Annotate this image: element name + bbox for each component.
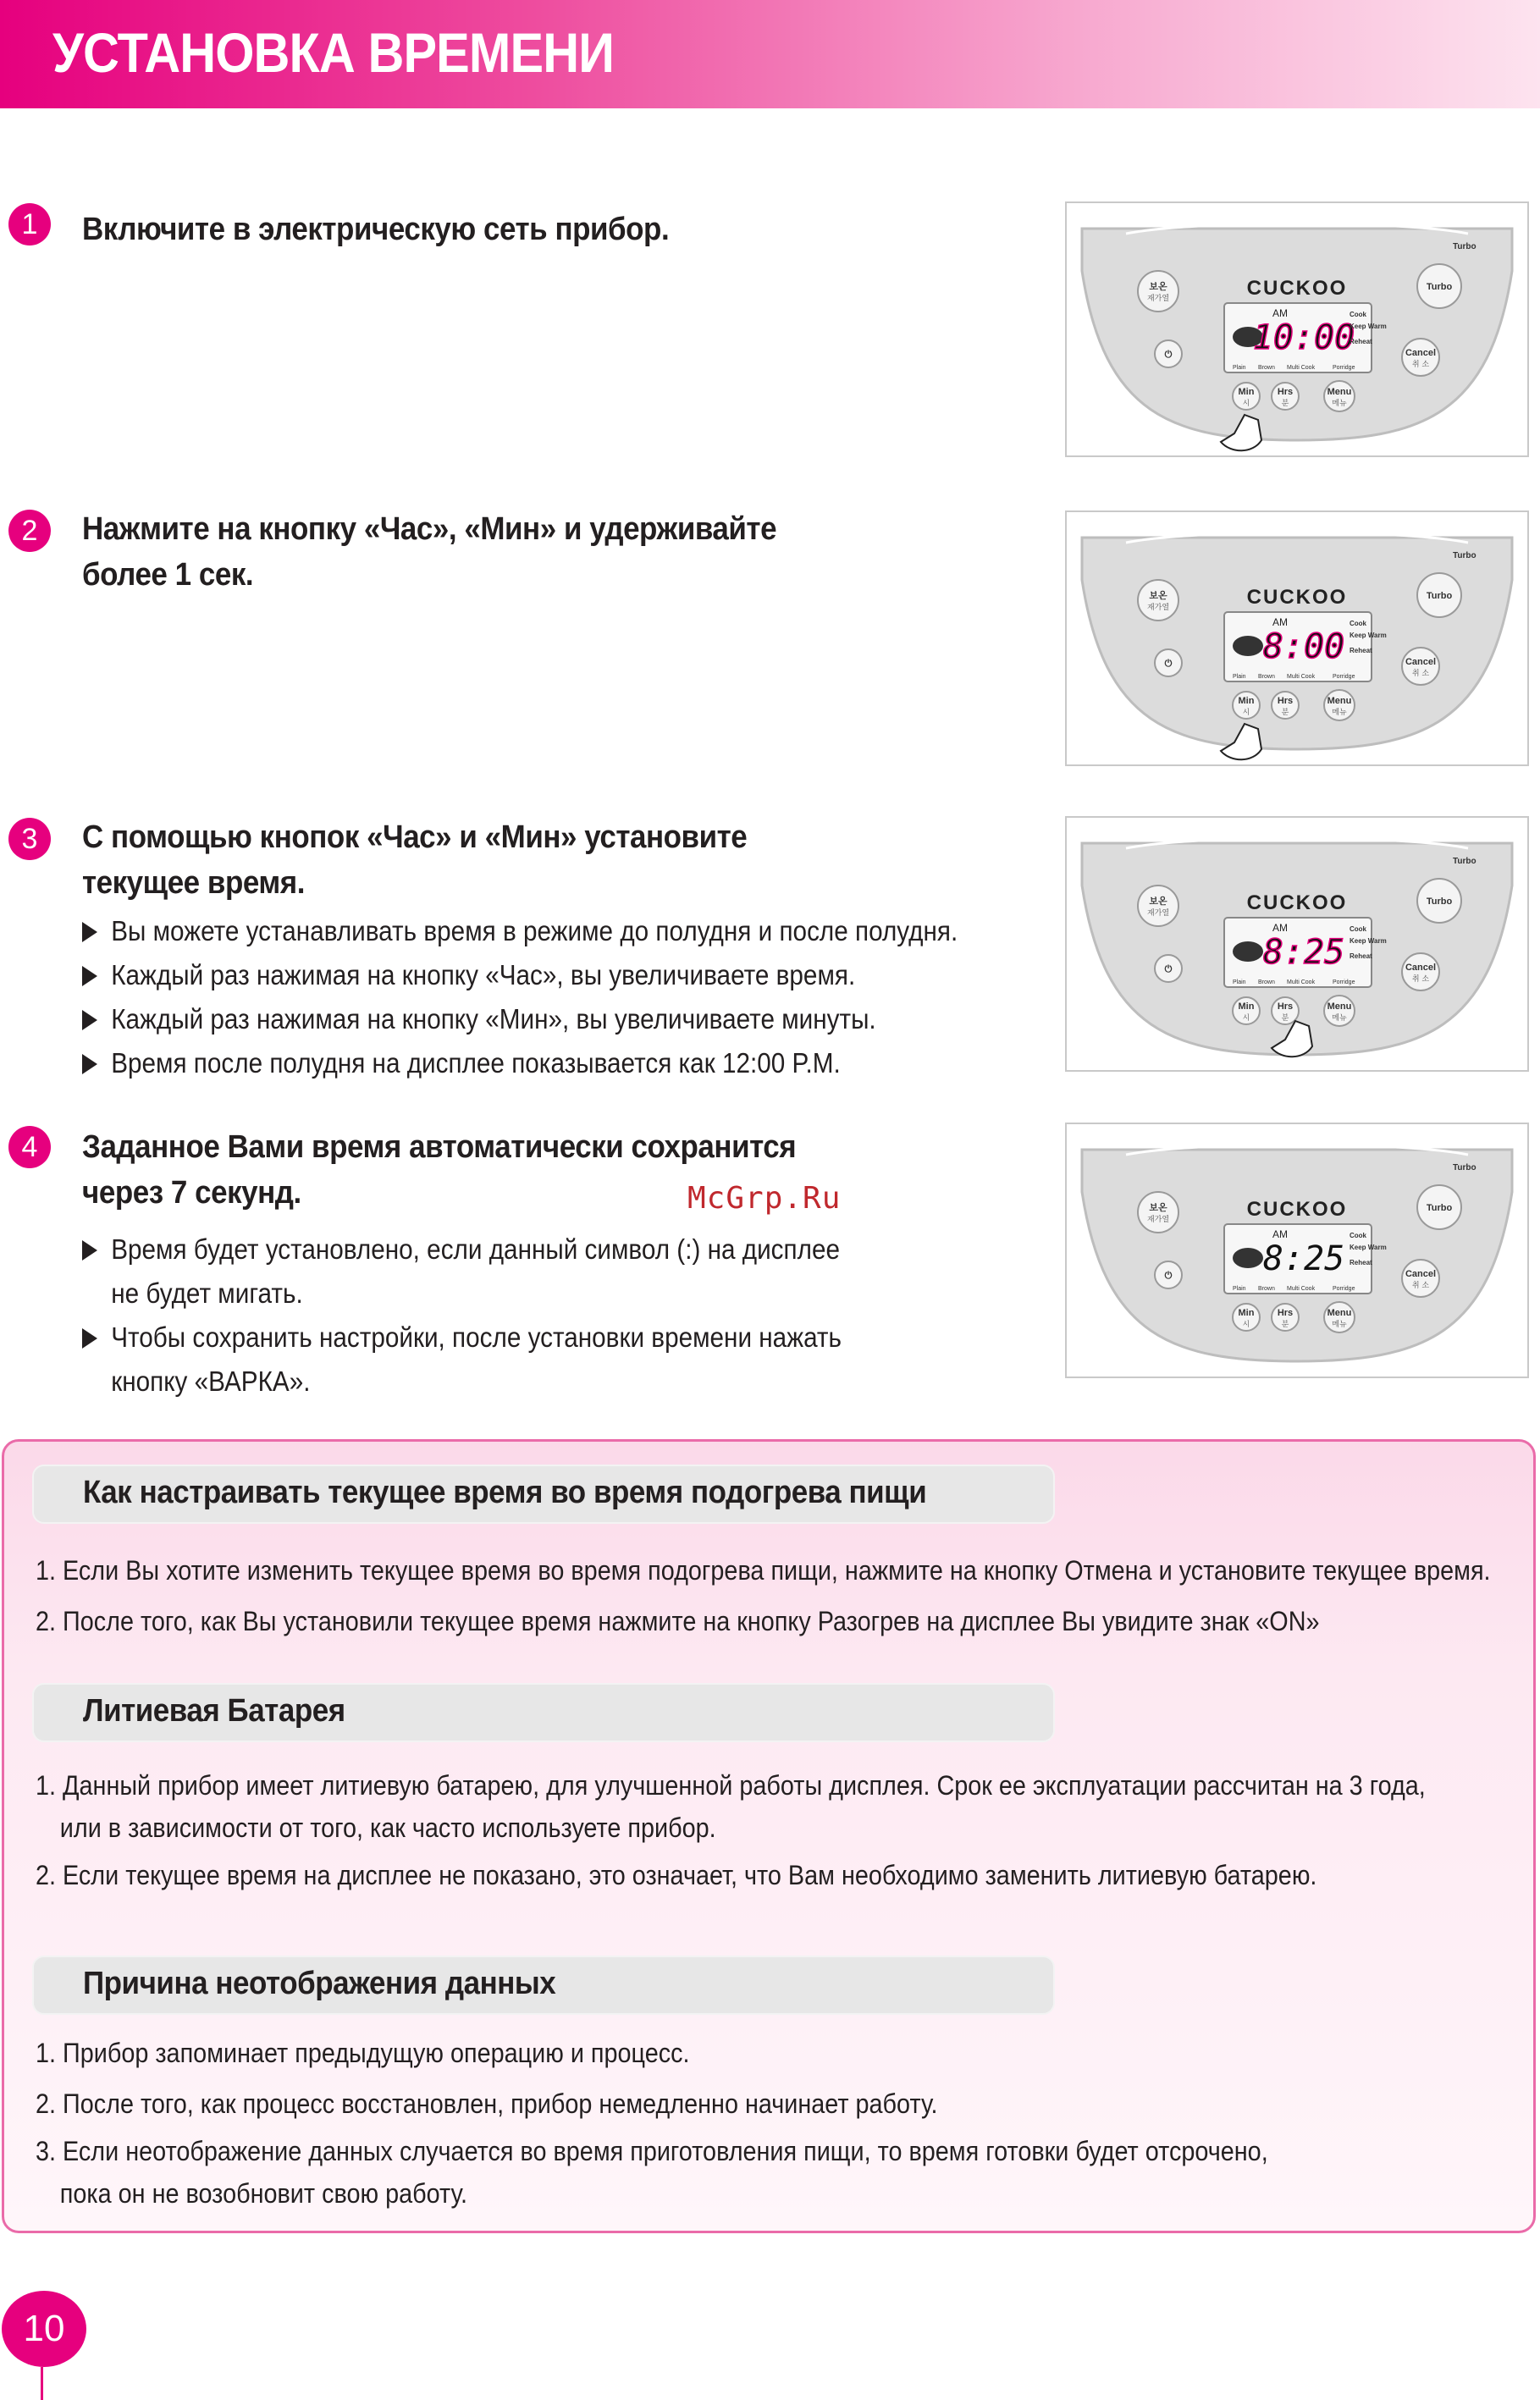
hrs-button-sub: 분 [1281, 400, 1289, 408]
am-indicator: AM [1272, 307, 1288, 319]
bullet-triangle-icon [82, 1054, 97, 1074]
control-panel-illustration [1065, 1123, 1529, 1378]
timer-button-label: ⏻ [1164, 659, 1173, 669]
menu-plain: Plain [1233, 674, 1246, 680]
menu-brown: Brown [1258, 1286, 1275, 1292]
cancel-button-label: Cancel [1405, 348, 1437, 358]
min-button-label: Min [1238, 1308, 1255, 1318]
menu-button-sub: 메뉴 [1332, 400, 1347, 408]
section-title-battery: Литиевая Батарея [83, 1693, 345, 1729]
step-4-line-2: через 7 секунд. [82, 1175, 301, 1211]
timer-button-label: ⏻ [1164, 350, 1173, 360]
hrs-button-sub: 분 [1281, 709, 1289, 717]
hrs-button-label: Hrs [1277, 696, 1294, 706]
bullet-triangle-icon [82, 1240, 97, 1261]
time-digits: 8:25 [1262, 933, 1345, 972]
am-indicator: AM [1272, 1228, 1288, 1240]
keep-warm-button-label: 보온 [1149, 897, 1167, 907]
cook-indicator: Cook [1350, 620, 1366, 627]
note-item: 2. После того, как процесс восстановлен, прибор немедленно начинает работу. [36, 2088, 938, 2119]
keep-warm-button-sub: 재가열 [1146, 909, 1170, 918]
timer-button-label: ⏻ [1164, 1271, 1173, 1281]
step-4-bullet: Чтобы сохранить настройки, после установки времени нажать кнопку «ВАРКА». [82, 1316, 842, 1404]
min-button-sub: 시 [1242, 1014, 1250, 1023]
turbo-label: Turbo [1453, 1163, 1477, 1172]
panel-svg [1067, 1124, 1527, 1377]
hrs-button-label: Hrs [1277, 387, 1294, 397]
keep-warm-button-sub: 재가열 [1146, 1216, 1170, 1224]
menu-multi-cook: Multi Cook [1287, 1286, 1316, 1292]
cook-indicator: Cook [1350, 311, 1366, 318]
am-indicator: AM [1272, 922, 1288, 934]
min-button-label: Min [1238, 696, 1255, 706]
menu-porridge: Porridge [1333, 1286, 1355, 1292]
menu-plain: Plain [1233, 1286, 1246, 1292]
header-divider [0, 108, 1540, 112]
page-number-line [41, 2367, 43, 2400]
control-panel-illustration [1065, 201, 1529, 457]
menu-brown: Brown [1258, 365, 1275, 371]
note-item: 1. Данный прибор имеет литиевую батарею, для улучшенной работы дисплея. Срок ее эксплуатации рассчитан на 3 года, или в зависимости от того, как часто используете прибор. [36, 1770, 1426, 1843]
step-3-bullet: Каждый раз нажимая на кнопку «Час», вы увеличиваете время. [82, 953, 855, 997]
step-3-number: 3 [8, 818, 51, 860]
panel-svg [1067, 203, 1527, 455]
menu-brown: Brown [1258, 979, 1275, 985]
cook-indicator: Cook [1350, 1232, 1366, 1239]
keep-warm-button-label: 보온 [1149, 1203, 1167, 1213]
time-digits: 8:00 [1262, 627, 1345, 666]
menu-button-sub: 메뉴 [1332, 1321, 1347, 1329]
keep-warm-button-sub: 재가열 [1146, 295, 1170, 303]
min-button-sub: 시 [1242, 709, 1250, 717]
min-button-label: Min [1238, 1001, 1255, 1012]
note-item: 1. Если Вы хотите изменить текущее время во время подогрева пищи, нажмите на кнопку Отмена и установите текущее время. [36, 1555, 1491, 1586]
menu-button-label: Menu [1327, 1308, 1352, 1318]
time-digits: 10:00 [1252, 318, 1355, 357]
menu-porridge: Porridge [1333, 674, 1355, 680]
page-number: 10 [2, 2291, 86, 2367]
bullet-triangle-icon [82, 922, 97, 942]
section-title-no-display: Причина неотображения данных [83, 1966, 556, 2001]
turbo-cook-button-label: Turbo [1426, 1203, 1453, 1213]
bullet-triangle-icon [82, 966, 97, 986]
watermark: McGrp.Ru [687, 1181, 842, 1216]
hrs-button-sub: 분 [1281, 1321, 1289, 1329]
panel-svg [1067, 512, 1527, 764]
menu-multi-cook: Multi Cook [1287, 674, 1316, 680]
control-panel-illustration [1065, 510, 1529, 766]
menu-button-sub: 메뉴 [1332, 1014, 1347, 1023]
brand-logo: CUCKOO [1246, 1198, 1348, 1221]
brand-logo: CUCKOO [1246, 277, 1348, 300]
rice-bowl-icon [1233, 1248, 1263, 1268]
cancel-button-label: Cancel [1405, 1269, 1437, 1279]
step-2-line-2: более 1 сек. [82, 557, 254, 593]
step-4-number: 4 [8, 1126, 51, 1168]
keep-warm-button-label: 보온 [1149, 282, 1167, 292]
turbo-cook-button-label: Turbo [1426, 897, 1453, 907]
bullet-triangle-icon [82, 1010, 97, 1030]
hrs-button-label: Hrs [1277, 1001, 1294, 1012]
keep-warm-indicator: Keep Warm [1350, 632, 1387, 639]
note-item: 2. Если текущее время на дисплее не показано, это означает, что Вам необходимо заменить литиевую батарею. [36, 1860, 1317, 1890]
reheat-indicator: Reheat [1350, 1259, 1372, 1266]
menu-porridge: Porridge [1333, 979, 1355, 985]
menu-button-label: Menu [1327, 696, 1352, 706]
menu-plain: Plain [1233, 979, 1246, 985]
step-1-number: 1 [8, 203, 51, 246]
menu-multi-cook: Multi Cook [1287, 979, 1316, 985]
menu-plain: Plain [1233, 365, 1246, 371]
menu-button-sub: 메뉴 [1332, 709, 1347, 717]
timer-button-label: ⏻ [1164, 964, 1173, 974]
step-2-line-1: Нажмите на кнопку «Час», «Мин» и удерживайте [82, 511, 777, 547]
menu-button-label: Menu [1327, 1001, 1352, 1012]
section-title-reheat-time: Как настраивать текущее время во время подогрева пищи [83, 1475, 927, 1510]
brand-logo: CUCKOO [1246, 586, 1348, 609]
am-indicator: AM [1272, 616, 1288, 628]
menu-porridge: Porridge [1333, 365, 1355, 371]
step-3-bullet: Время после полудня на дисплее показывается как 12:00 P.M. [82, 1041, 841, 1085]
menu-multi-cook: Multi Cook [1287, 365, 1316, 371]
step-1-text: Включите в электрическую сеть прибор. [82, 212, 670, 247]
bullet-triangle-icon [82, 1328, 97, 1349]
turbo-label: Turbo [1453, 551, 1477, 560]
panel-svg [1067, 818, 1527, 1070]
step-3-bullet: Каждый раз нажимая на кнопку «Мин», вы увеличиваете минуты. [82, 997, 876, 1041]
note-item: 1. Прибор запоминает предыдущую операцию и процесс. [36, 2038, 690, 2068]
min-button-sub: 시 [1242, 1321, 1250, 1329]
step-2-number: 2 [8, 510, 51, 552]
time-digits: 8:25 [1262, 1239, 1345, 1278]
turbo-label: Turbo [1453, 242, 1477, 251]
keep-warm-button-label: 보온 [1149, 591, 1167, 601]
reheat-indicator: Reheat [1350, 647, 1372, 654]
note-item: 3. Если неотображение данных случается во время приготовления пищи, то время готовки будет отсрочено, пока он не возобновит свою работу. [36, 2136, 1268, 2209]
turbo-cook-button-label: Turbo [1426, 282, 1453, 292]
reheat-indicator: Reheat [1350, 338, 1372, 345]
rice-bowl-icon [1233, 941, 1263, 962]
menu-brown: Brown [1258, 674, 1275, 680]
hrs-button-sub: 분 [1281, 1014, 1289, 1023]
hrs-button-label: Hrs [1277, 1308, 1294, 1318]
cancel-button-sub: 취 소 [1411, 1282, 1430, 1290]
keep-warm-button-sub: 재가열 [1146, 604, 1170, 612]
step-4-bullet: Время будет установлено, если данный символ (:) на дисплее не будет мигать. [82, 1228, 840, 1316]
page-title: УСТАНОВКА ВРЕМЕНИ [52, 21, 614, 84]
brand-logo: CUCKOO [1246, 891, 1348, 914]
cook-indicator: Cook [1350, 925, 1366, 933]
turbo-label: Turbo [1453, 857, 1477, 866]
keep-warm-indicator: Keep Warm [1350, 937, 1387, 945]
step-3-line-1: С помощью кнопок «Час» и «Мин» установите [82, 819, 748, 855]
cancel-button-label: Cancel [1405, 657, 1437, 667]
cancel-button-sub: 취 소 [1411, 361, 1430, 369]
cancel-button-sub: 취 소 [1411, 670, 1430, 678]
menu-button-label: Menu [1327, 387, 1352, 397]
min-button-sub: 시 [1242, 400, 1250, 408]
step-3-bullet: Вы можете устанавливать время в режиме до полудня и после полудня. [82, 909, 958, 953]
control-panel-illustration [1065, 816, 1529, 1072]
turbo-cook-button-label: Turbo [1426, 591, 1453, 601]
keep-warm-indicator: Keep Warm [1350, 323, 1387, 330]
note-item: 2. После того, как Вы установили текущее время нажмите на кнопку Разогрев на дисплее Вы увидите знак «ON» [36, 1606, 1320, 1636]
step-3-line-2: текущее время. [82, 865, 305, 901]
step-4-line-1: Заданное Вами время автоматически сохранится [82, 1129, 797, 1165]
keep-warm-indicator: Keep Warm [1350, 1244, 1387, 1251]
rice-bowl-icon [1233, 636, 1263, 656]
cancel-button-label: Cancel [1405, 963, 1437, 973]
cancel-button-sub: 취 소 [1411, 975, 1430, 984]
reheat-indicator: Reheat [1350, 952, 1372, 960]
min-button-label: Min [1238, 387, 1255, 397]
